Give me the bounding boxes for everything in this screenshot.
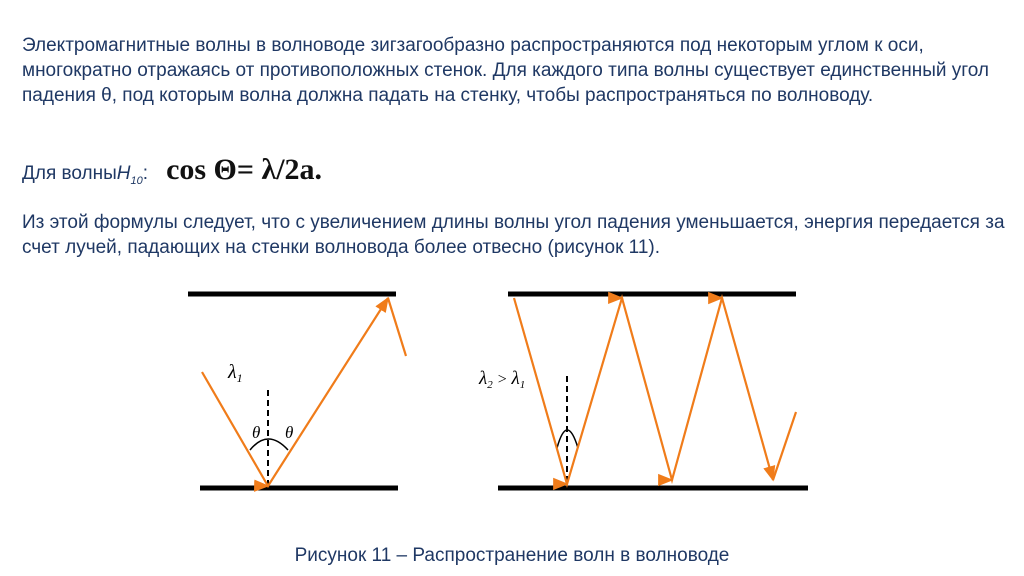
figure-caption: Рисунок 11 – Распространение волн в волноводе — [294, 545, 730, 566]
theta-right-label: θ — [285, 423, 294, 442]
formula-lead: Для волны — [22, 163, 117, 184]
right-ray — [514, 298, 773, 484]
intro-paragraph: Электромагнитные волны в волноводе зигзагообразно распространяются под некоторым углом к оси, многократно отражаясь от противоположных стенок. Для каждого типа волны существует единственный угол падения θ, под которым волна должна падать на стенку, чтобы распространяться по волноводу. — [22, 35, 989, 106]
right-waveguide — [478, 294, 808, 488]
formula-colon: : — [142, 163, 149, 184]
wave-subscript: 10 — [130, 174, 143, 187]
theta-left-label: θ — [252, 423, 261, 442]
conclusion-paragraph: Из этой формулы следует, что с увеличением длины волны угол падения уменьшается, энергия передается за счет лучей, падающих на стенки волновода более отвесно (рисунок 11). — [22, 212, 1005, 258]
left-waveguide — [188, 294, 406, 488]
left-ray — [202, 298, 388, 486]
left-lambda-label: $\lambda_1$ — [228, 361, 243, 385]
right-ray-tail — [773, 412, 796, 480]
left-ray-reflection — [388, 298, 406, 356]
cos-formula: cos Θ= λ/2a. — [166, 153, 323, 186]
wave-letter: H — [116, 163, 131, 184]
right-lambda-label: $\lambda_2$ > $\lambda_1$ — [479, 368, 526, 391]
